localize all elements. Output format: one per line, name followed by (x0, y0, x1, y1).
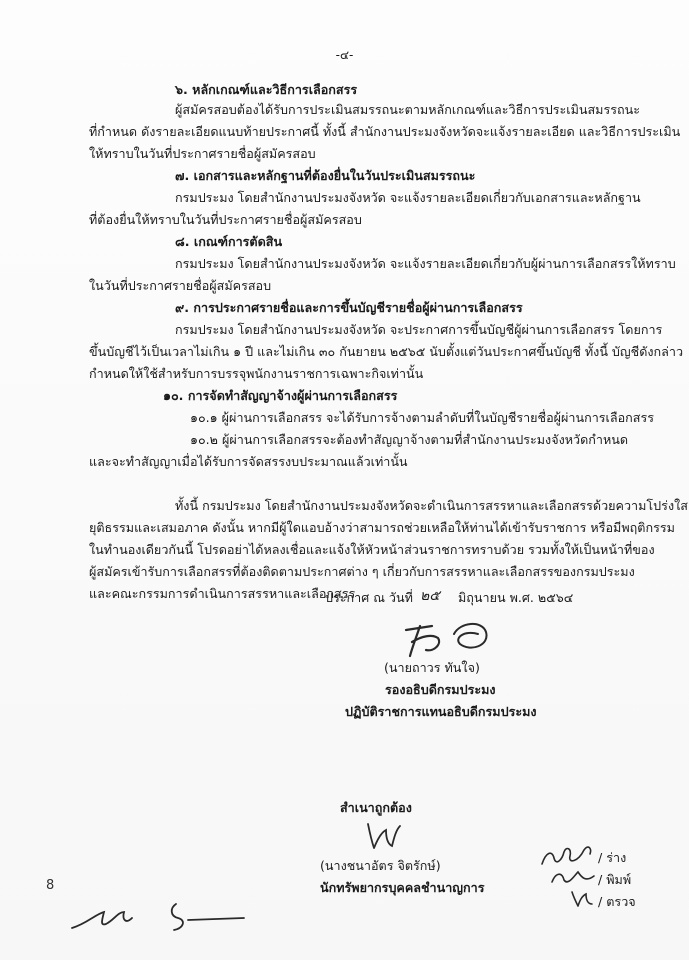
initials-check-label: / ตรวจ (598, 894, 636, 909)
closing-line-3: ในทำนองเดียวกันนี้ โปรดอย่าได้หลงเชื่อและแจ้งให้หัวหน้าส่วนราชการทราบด้วย รวมทั้งให้เป็นหน้าที่ของ (89, 542, 655, 557)
initials-check-signature (568, 888, 596, 908)
announcement-prefix: ประกาศ ณ วันที่ (325, 590, 413, 605)
closing-line-5: และคณะกรรมการดำเนินการสรรหาและเลือกสรร (89, 586, 356, 601)
bottom-left-signatures (66, 898, 256, 938)
section-10-line-2: ๑๐.๒ ผู้ผ่านการเลือกสรรจะต้องทำสัญญาจ้างตามที่สำนักงานประมงจังหวัดกำหนด (190, 432, 629, 447)
closing-line-1: ทั้งนี้ กรมประมง โดยสำนักงานประมงจังหวัดจะดำเนินการสรรหาและเลือกสรรด้วยความโปร่งใส (175, 498, 688, 513)
section-6-line-2: ที่กำหนด ดังรายละเอียดแนบท้ายประกาศนี้ ทั้งนี้ สำนักงานประมงจังหวัดจะแจ้งรายละเอียด และวิธีการประเมิน (89, 124, 681, 139)
section-7-heading: ๗. เอกสารและหลักฐานที่ต้องยื่นในวันประเมินสมรรถนะ (175, 168, 476, 183)
section-10-heading: ๑๐. การจัดทำสัญญาจ้างผู้ผ่านการเลือกสรร (163, 388, 398, 403)
closing-line-4: ผู้สมัครเข้ารับการเลือกสรรที่ต้องติดตามประกาศต่าง ๆ เกี่ยวกับการสรรหาและเลือกสรรของกรมประมง (89, 564, 635, 579)
page-number: -๔- (335, 48, 354, 62)
closing-line-2: ยุติธรรมและเสมอภาค ดังนั้น หากมีผู้ใดแอบอ้างว่าสามารถช่วยเหลือให้ท่านได้เข้ารับราชการ หรือมีพฤติกรรม (89, 520, 675, 535)
announcement-month-year: มิถุนายน พ.ศ. ๒๕๖๔ (458, 590, 574, 605)
section-10-line-1: ๑๐.๑ ผู้ผ่านการเลือกสรร จะได้รับการจ้างตามลำดับที่ในบัญชีรายชื่อผู้ผ่านการเลือกสรร (190, 410, 654, 425)
section-7-line-2: ที่ต้องยื่นให้ทราบในวันที่ประกาศรายชื่อผู้สมัครสอบ (89, 212, 362, 227)
section-9-line-3: กำหนดให้ใช้สำหรับการบรรจุพนักงานราชการเฉพาะกิจเท่านั้น (89, 366, 424, 381)
signer-acting: ปฏิบัติราชการแทนอธิบดีกรมประมง (345, 704, 537, 719)
section-9-line-1: กรมประมง โดยสำนักงานประมงจังหวัด จะประกาศการขึ้นบัญชีผู้ผ่านการเลือกสรร โดยการ (175, 322, 663, 337)
section-6-line-1: ผู้สมัครสอบต้องได้รับการประเมินสมรรถนะตามหลักเกณฑ์และวิธีการประเมินสมรรถนะ (175, 102, 641, 117)
section-6-heading: ๖. หลักเกณฑ์และวิธีการเลือกสรร (175, 82, 358, 97)
certifier-position: นักทรัพยากรบุคคลชำนาญการ (320, 880, 485, 895)
signer-name: (นายถาวร ทันใจ) (384, 660, 480, 675)
announcement-day: ๒๕ (420, 588, 440, 604)
section-9-line-2: ขึ้นบัญชีไว้เป็นเวลาไม่เกิน ๑ ปี และไม่เกิน ๓๐ กันยายน ๒๕๖๕ นับตั้งแต่วันประกาศขึ้นบัญชี ทั้งนี้ บัญชีดังกล่าว (89, 344, 684, 359)
director-signature (398, 612, 508, 662)
initials-print-label: / พิมพ์ (598, 872, 632, 887)
certifier-name: (นางชนาอัตร จิตรักษ์) (320, 858, 441, 873)
section-7-line-1: กรมประมง โดยสำนักงานประมงจังหวัด จะแจ้งรายละเอียดเกี่ยวกับเอกสารและหลักฐาน (175, 190, 641, 205)
section-10-line-3: และจะทำสัญญาเมื่อได้รับการจัดสรรงบประมาณแล้วเท่านั้น (89, 454, 408, 469)
section-6-line-3: ให้ทราบในวันที่ประกาศรายชื่อผู้สมัครสอบ (89, 146, 316, 161)
section-8-line-1: กรมประมง โดยสำนักงานประมงจังหวัด จะแจ้งรายละเอียดเกี่ยวกับผู้ผ่านการเลือกสรรให้ทราบ (175, 256, 676, 271)
initials-draft-label: / ร่าง (598, 850, 627, 865)
initials-print-signature (548, 866, 598, 888)
section-9-heading: ๙. การประกาศรายชื่อและการขึ้นบัญชีรายชื่อผู้ผ่านการเลือกสรร (175, 300, 523, 315)
margin-mark: 8 (46, 878, 55, 893)
certifier-signature (360, 818, 410, 852)
section-8-line-2: ในวันที่ประกาศรายชื่อผู้สมัครสอบ (89, 278, 272, 293)
certified-label: สำเนาถูกต้อง (340, 800, 412, 815)
section-8-heading: ๘. เกณฑ์การตัดสิน (175, 234, 283, 249)
signer-position: รองอธิบดีกรมประมง (385, 682, 496, 697)
